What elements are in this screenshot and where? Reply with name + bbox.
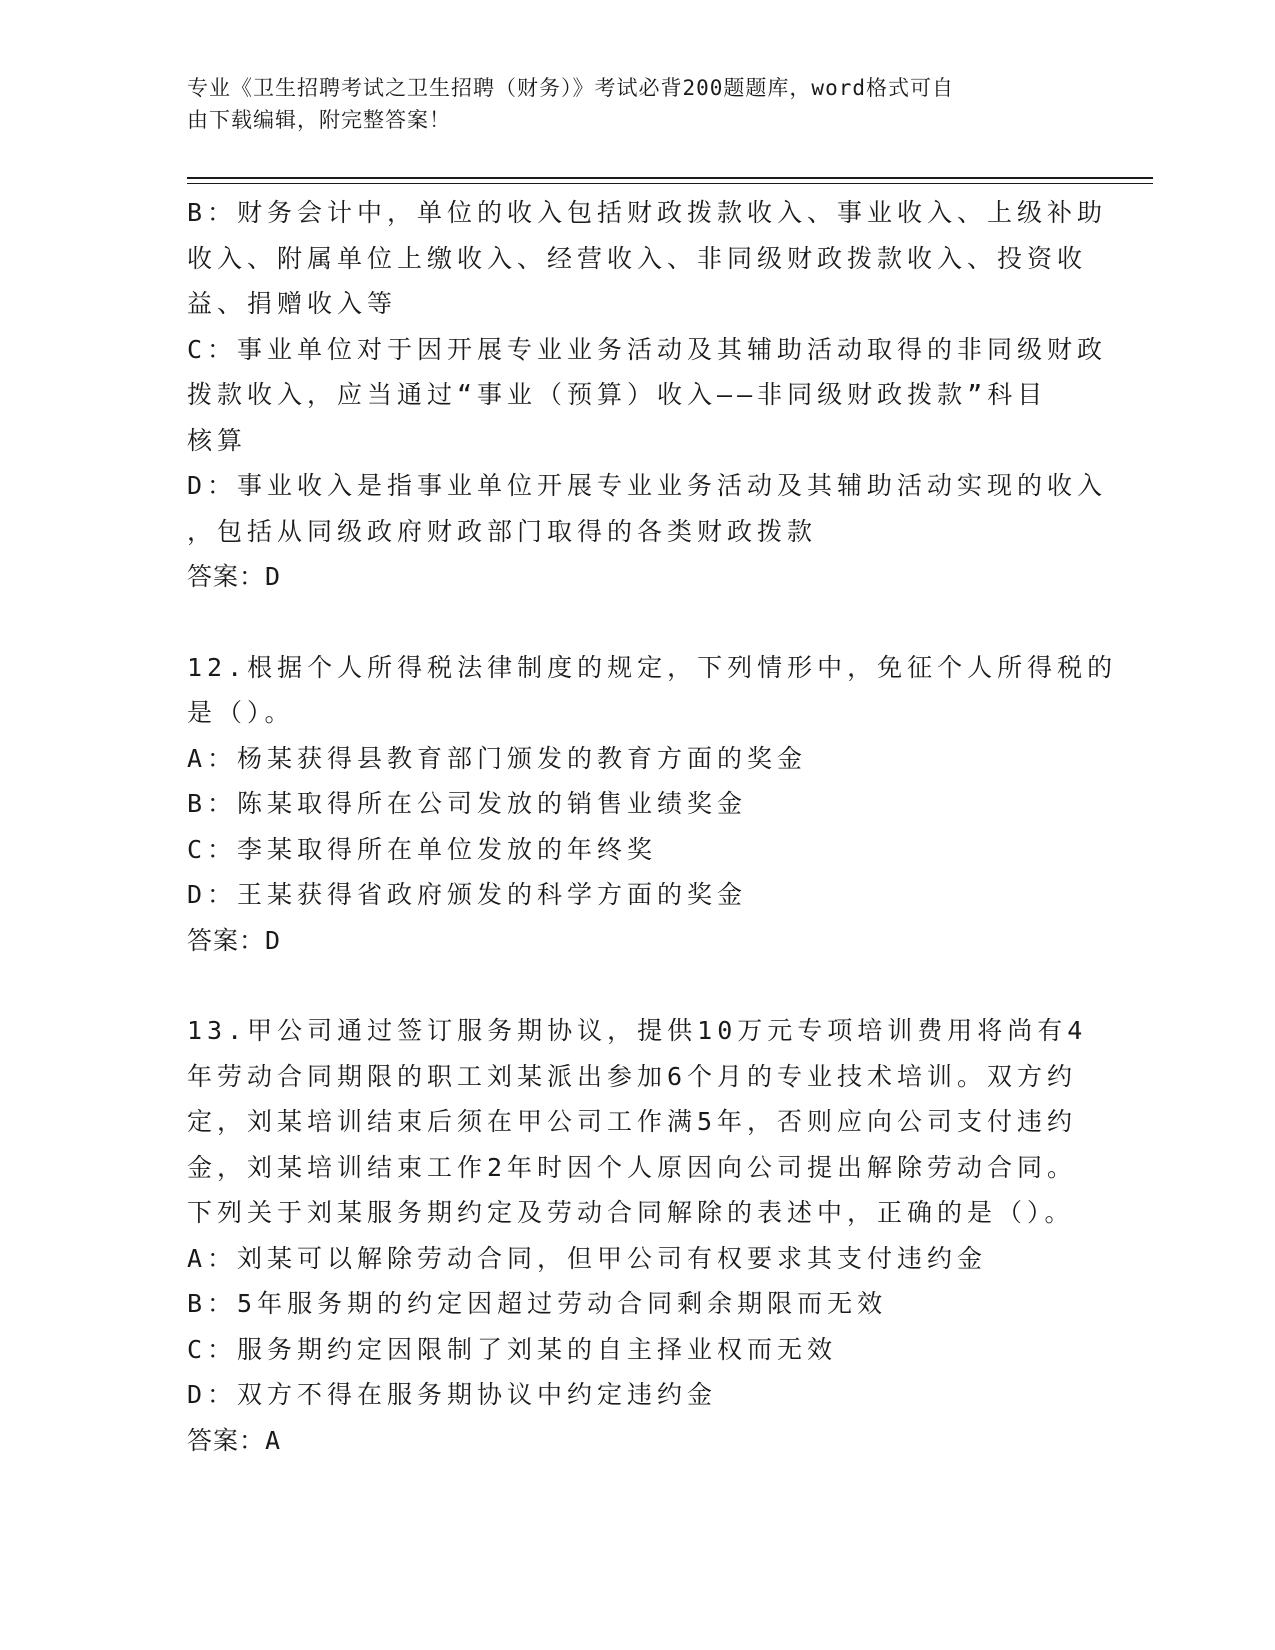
option-c-line: C：事业单位对于因开展专业业务活动及其辅助活动取得的非同级财政 (187, 334, 1108, 364)
option-c: C：服务期约定因限制了刘某的自主择业权而无效 (187, 1334, 838, 1364)
option-b: B：陈某取得所在公司发放的销售业绩奖金 (187, 789, 748, 818)
answer-line: 答案：D (187, 925, 282, 955)
question-stem-line: 下列关于刘某服务期约定及劳动合同解除的表述中，正确的是（）。 (187, 1198, 1075, 1227)
option-a: A：杨某获得县教育部门颁发的教育方面的奖金 (187, 743, 808, 773)
document-body (187, 190, 1118, 1463)
question-13 (187, 1008, 1087, 1463)
question-12 (187, 645, 1118, 964)
option-b-line: 益、捐赠收入等 (187, 289, 398, 318)
option-b-line: 收入、附属单位上缴收入、经营收入、非同级财政拨款收入、投资收 (187, 243, 1088, 273)
answer-line: 答案：D (187, 562, 282, 591)
option-d: D：王某获得省政府颁发的科学方面的奖金 (187, 880, 748, 909)
option-b-line: B：财务会计中，单位的收入包括财政拨款收入、事业收入、上级补助 (187, 198, 1108, 227)
question-stem-line: 12.根据个人所得税法律制度的规定，下列情形中，免征个人所得税的 (187, 652, 1118, 682)
option-d-line: ，包括从同级政府财政部门取得的各类财政拨款 (187, 516, 818, 546)
option-c-line: 核算 (187, 425, 248, 455)
header-rule-thin (187, 183, 1153, 184)
question-stem-line: 定，刘某培训结束后须在甲公司工作满5年，否则应向公司支付违约 (187, 1107, 1078, 1136)
option-a: A：刘某可以解除劳动合同，但甲公司有权要求其支付违约金 (187, 1243, 988, 1273)
option-d-line: D：事业收入是指事业单位开展专业业务活动及其辅助活动实现的收入 (187, 471, 1108, 500)
question-stem-line: 是（）。 (187, 698, 295, 727)
document-header (187, 72, 1067, 136)
question-stem-line: 金，刘某培训结束工作2年时因个人原因向公司提出解除劳动合同。 (187, 1152, 1078, 1182)
option-b: B：5年服务期的约定因超过劳动合同剩余期限而无效 (187, 1289, 888, 1318)
header-line-2: 由下载编辑，附完整答案！ (187, 108, 451, 132)
option-c: C：李某取得所在单位发放的年终奖 (187, 834, 658, 864)
question-stem-line: 13.甲公司通过签订服务期协议，提供10万元专项培训费用将尚有4 (187, 1016, 1088, 1045)
header-line-1: 专业《卫生招聘考试之卫生招聘（财务）》考试必背200题题库，word格式可自 (187, 76, 954, 100)
option-c-line: 拨款收入，应当通过“事业（预算）收入——非同级财政拨款”科目 (187, 380, 1048, 409)
header-rule-thick (187, 177, 1153, 179)
answer-line: 答案：A (187, 1425, 282, 1455)
prev-question-options (187, 190, 1108, 600)
question-stem-line: 年劳动合同期限的职工刘某派出参加6个月的专业技术培训。双方约 (187, 1061, 1078, 1091)
option-d: D：双方不得在服务期协议中约定违约金 (187, 1380, 718, 1409)
